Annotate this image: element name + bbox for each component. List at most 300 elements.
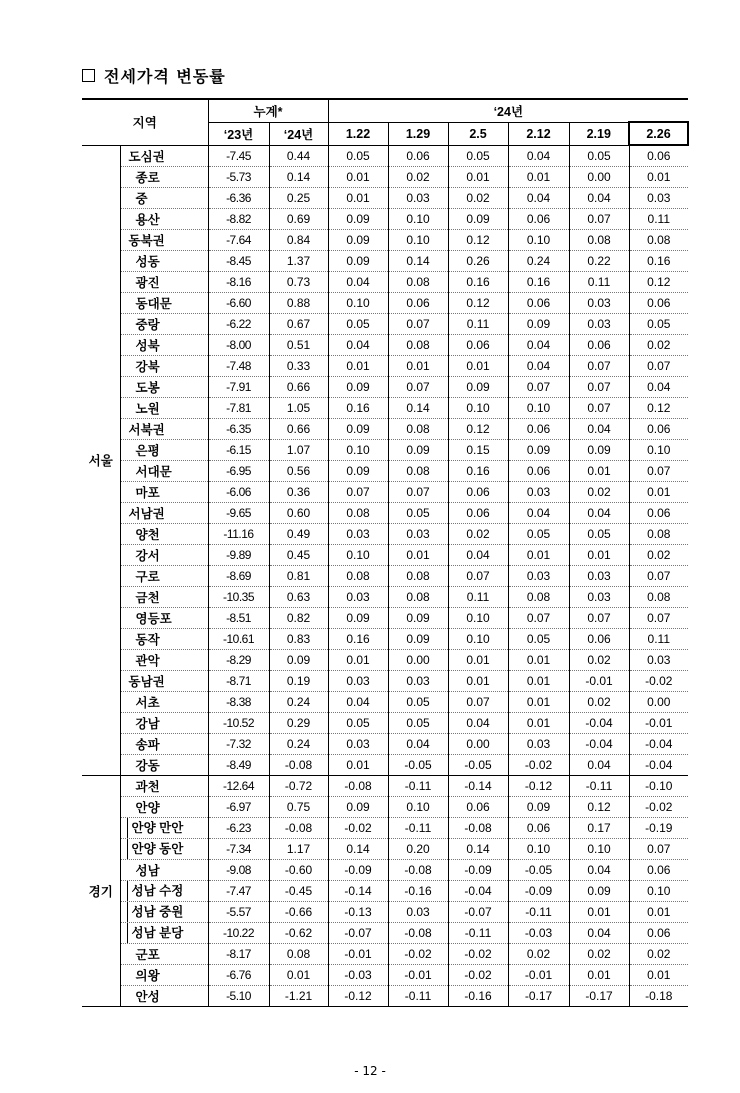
- value-cell: 0.01: [508, 167, 569, 188]
- value-cell: -0.16: [388, 881, 448, 902]
- value-cell: 0.11: [629, 629, 688, 650]
- value-cell: 0.02: [448, 524, 508, 545]
- value-cell: 0.05: [328, 713, 388, 734]
- value-cell: -5.73: [208, 167, 269, 188]
- header-col-1-22: 1.22: [328, 122, 388, 145]
- value-cell: -8.17: [208, 944, 269, 965]
- value-cell: 0.45: [269, 545, 328, 566]
- value-cell: -0.07: [448, 902, 508, 923]
- value-cell: 0.16: [448, 461, 508, 482]
- value-cell: 0.66: [269, 377, 328, 398]
- value-cell: 0.09: [328, 377, 388, 398]
- value-cell: 0.03: [388, 671, 448, 692]
- value-cell: -0.01: [508, 965, 569, 986]
- district-name: 강남: [120, 713, 208, 734]
- district-name: 성남: [120, 860, 208, 881]
- value-cell: 0.04: [328, 692, 388, 713]
- value-cell: 0.24: [269, 734, 328, 755]
- district-name: 은평: [120, 440, 208, 461]
- value-cell: -6.36: [208, 188, 269, 209]
- value-cell: -0.09: [448, 860, 508, 881]
- value-cell: 0.08: [328, 503, 388, 524]
- value-cell: -5.57: [208, 902, 269, 923]
- value-cell: 0.10: [448, 398, 508, 419]
- value-cell: -0.03: [508, 923, 569, 944]
- district-name: 양천: [120, 524, 208, 545]
- value-cell: 0.08: [388, 566, 448, 587]
- value-cell: 0.09: [328, 251, 388, 272]
- value-cell: 0.16: [328, 629, 388, 650]
- value-cell: 0.05: [629, 314, 688, 335]
- value-cell: 0.10: [448, 608, 508, 629]
- value-cell: 0.09: [569, 881, 629, 902]
- value-cell: -0.08: [269, 818, 328, 839]
- table-row: [82, 209, 688, 230]
- district-name: [120, 902, 208, 923]
- value-cell: -0.08: [388, 860, 448, 881]
- value-cell: 0.08: [388, 272, 448, 293]
- header-cumulative: 누계*: [208, 99, 328, 122]
- district-name: 과천: [120, 776, 208, 797]
- value-cell: -8.51: [208, 608, 269, 629]
- value-cell: 0.10: [508, 230, 569, 251]
- value-cell: -0.02: [328, 818, 388, 839]
- value-cell: -0.05: [388, 755, 448, 776]
- region-label: 서울: [82, 145, 120, 776]
- table-row: [82, 965, 688, 986]
- value-cell: 0.08: [629, 587, 688, 608]
- value-cell: 0.08: [569, 230, 629, 251]
- value-cell: 0.49: [269, 524, 328, 545]
- value-cell: -10.52: [208, 713, 269, 734]
- value-cell: 0.05: [388, 713, 448, 734]
- value-cell: 0.10: [629, 881, 688, 902]
- value-cell: 0.81: [269, 566, 328, 587]
- value-cell: 0.10: [388, 797, 448, 818]
- value-cell: -0.09: [328, 860, 388, 881]
- value-cell: 0.09: [388, 629, 448, 650]
- table-row: [82, 839, 688, 860]
- value-cell: 0.09: [328, 461, 388, 482]
- value-cell: -9.89: [208, 545, 269, 566]
- value-cell: 0.16: [508, 272, 569, 293]
- table-row: [82, 797, 688, 818]
- value-cell: -9.65: [208, 503, 269, 524]
- table-row: [82, 944, 688, 965]
- jeonse-price-change-table: [82, 98, 689, 1007]
- value-cell: -0.11: [388, 986, 448, 1007]
- value-cell: 0.01: [569, 965, 629, 986]
- value-cell: 0.08: [629, 230, 688, 251]
- value-cell: 0.01: [448, 671, 508, 692]
- value-cell: -0.08: [448, 818, 508, 839]
- value-cell: 0.24: [508, 251, 569, 272]
- value-cell: 0.06: [508, 293, 569, 314]
- district-name: 노원: [120, 398, 208, 419]
- value-cell: 0.03: [508, 734, 569, 755]
- value-cell: 0.01: [328, 356, 388, 377]
- table-row: [82, 461, 688, 482]
- value-cell: 0.01: [328, 755, 388, 776]
- value-cell: 0.24: [269, 692, 328, 713]
- value-cell: -6.06: [208, 482, 269, 503]
- value-cell: 0.10: [629, 440, 688, 461]
- value-cell: 0.04: [328, 272, 388, 293]
- district-name: 종로: [120, 167, 208, 188]
- table-row: [82, 230, 688, 251]
- value-cell: 0.08: [328, 566, 388, 587]
- sub-district-label: 성남 수정: [127, 881, 184, 901]
- table-row: [82, 503, 688, 524]
- sub-district-label: 성남 분당: [127, 923, 184, 943]
- value-cell: 0.01: [508, 671, 569, 692]
- district-name: 마포: [120, 482, 208, 503]
- value-cell: -0.02: [448, 944, 508, 965]
- value-cell: 0.05: [328, 145, 388, 167]
- value-cell: 0.84: [269, 230, 328, 251]
- value-cell: 0.11: [448, 587, 508, 608]
- value-cell: -0.45: [269, 881, 328, 902]
- district-name: 관악: [120, 650, 208, 671]
- section-title: [82, 64, 226, 86]
- value-cell: -0.14: [328, 881, 388, 902]
- value-cell: 0.05: [569, 145, 629, 167]
- value-cell: 0.02: [448, 188, 508, 209]
- value-cell: -8.00: [208, 335, 269, 356]
- value-cell: -0.17: [569, 986, 629, 1007]
- value-cell: 0.66: [269, 419, 328, 440]
- value-cell: 0.01: [569, 902, 629, 923]
- value-cell: 0.67: [269, 314, 328, 335]
- value-cell: 0.02: [629, 944, 688, 965]
- value-cell: -0.62: [269, 923, 328, 944]
- value-cell: -7.91: [208, 377, 269, 398]
- value-cell: -0.11: [508, 902, 569, 923]
- region-label: 경기: [82, 776, 120, 1007]
- value-cell: 0.04: [508, 335, 569, 356]
- value-cell: -0.08: [328, 776, 388, 797]
- table-row: [82, 923, 688, 944]
- value-cell: 0.60: [269, 503, 328, 524]
- value-cell: 0.07: [629, 356, 688, 377]
- value-cell: -0.01: [388, 965, 448, 986]
- district-name: 서남권: [120, 503, 208, 524]
- district-name: 의왕: [120, 965, 208, 986]
- value-cell: -0.66: [269, 902, 328, 923]
- value-cell: 0.09: [448, 209, 508, 230]
- value-cell: -0.08: [388, 923, 448, 944]
- value-cell: 0.04: [388, 734, 448, 755]
- value-cell: 0.07: [448, 566, 508, 587]
- value-cell: 0.63: [269, 587, 328, 608]
- value-cell: 0.01: [629, 167, 688, 188]
- header-year-24: ‘24년: [328, 99, 688, 122]
- value-cell: -7.64: [208, 230, 269, 251]
- value-cell: -5.10: [208, 986, 269, 1007]
- value-cell: 0.07: [629, 839, 688, 860]
- value-cell: 0.12: [448, 293, 508, 314]
- table-row: [82, 860, 688, 881]
- value-cell: 0.06: [508, 818, 569, 839]
- header-col-24: ‘24년: [269, 122, 328, 145]
- value-cell: -1.21: [269, 986, 328, 1007]
- value-cell: 0.01: [388, 356, 448, 377]
- value-cell: 0.03: [388, 188, 448, 209]
- value-cell: 0.06: [508, 209, 569, 230]
- district-name: 군포: [120, 944, 208, 965]
- value-cell: -0.04: [629, 755, 688, 776]
- value-cell: 0.01: [569, 545, 629, 566]
- value-cell: 0.09: [269, 650, 328, 671]
- district-name: [120, 881, 208, 902]
- value-cell: 0.07: [569, 377, 629, 398]
- value-cell: 0.01: [508, 545, 569, 566]
- value-cell: 0.04: [508, 145, 569, 167]
- value-cell: 0.02: [569, 650, 629, 671]
- value-cell: 0.06: [629, 293, 688, 314]
- value-cell: 0.05: [448, 145, 508, 167]
- value-cell: 0.02: [508, 944, 569, 965]
- value-cell: 0.09: [328, 209, 388, 230]
- value-cell: 0.10: [328, 545, 388, 566]
- value-cell: 0.09: [388, 608, 448, 629]
- value-cell: 0.01: [328, 167, 388, 188]
- value-cell: 0.05: [508, 629, 569, 650]
- value-cell: -10.22: [208, 923, 269, 944]
- value-cell: 0.06: [448, 797, 508, 818]
- table-row: [82, 145, 688, 167]
- value-cell: -0.04: [569, 734, 629, 755]
- value-cell: 0.06: [629, 503, 688, 524]
- value-cell: -6.76: [208, 965, 269, 986]
- district-name: 도봉: [120, 377, 208, 398]
- value-cell: 0.10: [388, 209, 448, 230]
- value-cell: 0.01: [629, 902, 688, 923]
- value-cell: 0.12: [448, 419, 508, 440]
- value-cell: 0.19: [269, 671, 328, 692]
- district-name: 중랑: [120, 314, 208, 335]
- value-cell: 0.02: [388, 167, 448, 188]
- value-cell: -0.04: [569, 713, 629, 734]
- value-cell: -0.07: [328, 923, 388, 944]
- header-region: 지역: [82, 99, 208, 145]
- table-row: [82, 440, 688, 461]
- district-name: 도심권: [120, 145, 208, 167]
- value-cell: 0.10: [388, 230, 448, 251]
- value-cell: 0.04: [448, 545, 508, 566]
- value-cell: -8.49: [208, 755, 269, 776]
- value-cell: -8.71: [208, 671, 269, 692]
- value-cell: -7.81: [208, 398, 269, 419]
- value-cell: -0.03: [328, 965, 388, 986]
- district-name: 서초: [120, 692, 208, 713]
- value-cell: -6.60: [208, 293, 269, 314]
- value-cell: 0.06: [388, 293, 448, 314]
- value-cell: 0.08: [508, 587, 569, 608]
- value-cell: 0.16: [328, 398, 388, 419]
- table-row: [82, 818, 688, 839]
- value-cell: 0.03: [328, 734, 388, 755]
- value-cell: -7.47: [208, 881, 269, 902]
- value-cell: -6.95: [208, 461, 269, 482]
- value-cell: 0.07: [569, 356, 629, 377]
- value-cell: 0.03: [328, 587, 388, 608]
- value-cell: 0.09: [328, 230, 388, 251]
- value-cell: 0.09: [328, 419, 388, 440]
- header-col-2-19: 2.19: [569, 122, 629, 145]
- checkbox-square-icon: [82, 69, 95, 82]
- value-cell: -8.82: [208, 209, 269, 230]
- district-name: 안양: [120, 797, 208, 818]
- value-cell: 0.14: [328, 839, 388, 860]
- header-col-2-12: 2.12: [508, 122, 569, 145]
- value-cell: 0.04: [569, 755, 629, 776]
- header-col-1-29: 1.29: [388, 122, 448, 145]
- district-name: 영등포: [120, 608, 208, 629]
- value-cell: 0.12: [569, 797, 629, 818]
- value-cell: 0.03: [388, 524, 448, 545]
- value-cell: -0.16: [448, 986, 508, 1007]
- value-cell: 0.03: [569, 293, 629, 314]
- value-cell: 0.07: [508, 608, 569, 629]
- value-cell: 0.07: [388, 377, 448, 398]
- value-cell: 0.88: [269, 293, 328, 314]
- value-cell: 0.00: [629, 692, 688, 713]
- value-cell: 0.03: [508, 566, 569, 587]
- value-cell: -8.16: [208, 272, 269, 293]
- value-cell: 0.10: [328, 293, 388, 314]
- value-cell: -12.64: [208, 776, 269, 797]
- value-cell: -0.01: [328, 944, 388, 965]
- value-cell: -0.08: [269, 755, 328, 776]
- value-cell: 0.82: [269, 608, 328, 629]
- district-name: 안성: [120, 986, 208, 1007]
- sub-district-label: 성남 중원: [127, 902, 184, 922]
- value-cell: -7.48: [208, 356, 269, 377]
- value-cell: 0.51: [269, 335, 328, 356]
- district-name: 서북권: [120, 419, 208, 440]
- value-cell: 0.06: [629, 860, 688, 881]
- value-cell: 0.06: [629, 923, 688, 944]
- value-cell: 0.02: [629, 545, 688, 566]
- value-cell: 0.10: [508, 839, 569, 860]
- value-cell: 0.04: [569, 503, 629, 524]
- value-cell: 0.03: [328, 671, 388, 692]
- district-name: [120, 818, 208, 839]
- value-cell: 0.44: [269, 145, 328, 167]
- district-name: 강동: [120, 755, 208, 776]
- value-cell: 0.08: [269, 944, 328, 965]
- value-cell: 0.06: [448, 335, 508, 356]
- value-cell: 0.07: [569, 608, 629, 629]
- value-cell: 0.06: [448, 503, 508, 524]
- value-cell: 0.07: [448, 692, 508, 713]
- value-cell: 0.05: [508, 524, 569, 545]
- value-cell: 1.37: [269, 251, 328, 272]
- value-cell: 0.08: [388, 335, 448, 356]
- table-row: [82, 587, 688, 608]
- value-cell: -8.45: [208, 251, 269, 272]
- table-body: [82, 145, 688, 1007]
- sub-district-label: 안양 동안: [127, 839, 184, 859]
- table-row: [82, 545, 688, 566]
- value-cell: 0.01: [269, 965, 328, 986]
- value-cell: -0.11: [388, 818, 448, 839]
- table-row: [82, 356, 688, 377]
- value-cell: -0.19: [629, 818, 688, 839]
- table-row: [82, 692, 688, 713]
- value-cell: 0.14: [388, 398, 448, 419]
- value-cell: -7.32: [208, 734, 269, 755]
- value-cell: 0.08: [629, 524, 688, 545]
- value-cell: -8.29: [208, 650, 269, 671]
- value-cell: 0.07: [569, 209, 629, 230]
- value-cell: 0.03: [569, 587, 629, 608]
- value-cell: 0.09: [508, 797, 569, 818]
- value-cell: 0.07: [388, 314, 448, 335]
- district-name: [120, 923, 208, 944]
- table-row: [82, 776, 688, 797]
- value-cell: 0.03: [629, 650, 688, 671]
- value-cell: 0.09: [569, 440, 629, 461]
- value-cell: 0.01: [328, 188, 388, 209]
- value-cell: 0.14: [448, 839, 508, 860]
- value-cell: 0.09: [508, 440, 569, 461]
- value-cell: 0.04: [569, 188, 629, 209]
- value-cell: 0.83: [269, 629, 328, 650]
- value-cell: 0.08: [388, 587, 448, 608]
- value-cell: 1.17: [269, 839, 328, 860]
- value-cell: 0.04: [569, 860, 629, 881]
- value-cell: -0.04: [629, 734, 688, 755]
- district-name: [120, 839, 208, 860]
- section-title-text: 전세가격 변동률: [104, 66, 226, 86]
- value-cell: 0.69: [269, 209, 328, 230]
- value-cell: 0.01: [629, 482, 688, 503]
- value-cell: -0.04: [448, 881, 508, 902]
- value-cell: 0.12: [629, 272, 688, 293]
- table-row: [82, 608, 688, 629]
- value-cell: 0.00: [569, 167, 629, 188]
- table-row: [82, 650, 688, 671]
- district-name: 금천: [120, 587, 208, 608]
- value-cell: 0.02: [569, 692, 629, 713]
- value-cell: -0.09: [508, 881, 569, 902]
- header-col-23: ‘23년: [208, 122, 269, 145]
- value-cell: 0.04: [328, 335, 388, 356]
- table-row: [82, 167, 688, 188]
- value-cell: 0.01: [508, 713, 569, 734]
- value-cell: 0.10: [328, 440, 388, 461]
- value-cell: 0.09: [388, 440, 448, 461]
- table-row: [82, 734, 688, 755]
- value-cell: 0.05: [388, 692, 448, 713]
- value-cell: 0.08: [388, 461, 448, 482]
- value-cell: -0.14: [448, 776, 508, 797]
- district-name: 중: [120, 188, 208, 209]
- value-cell: -6.97: [208, 797, 269, 818]
- district-name: 용산: [120, 209, 208, 230]
- value-cell: 0.75: [269, 797, 328, 818]
- value-cell: 0.04: [508, 356, 569, 377]
- value-cell: 0.10: [569, 839, 629, 860]
- value-cell: 0.09: [328, 797, 388, 818]
- value-cell: 0.11: [569, 272, 629, 293]
- value-cell: 0.12: [629, 398, 688, 419]
- table-row: [82, 566, 688, 587]
- value-cell: 0.04: [569, 923, 629, 944]
- value-cell: 0.16: [629, 251, 688, 272]
